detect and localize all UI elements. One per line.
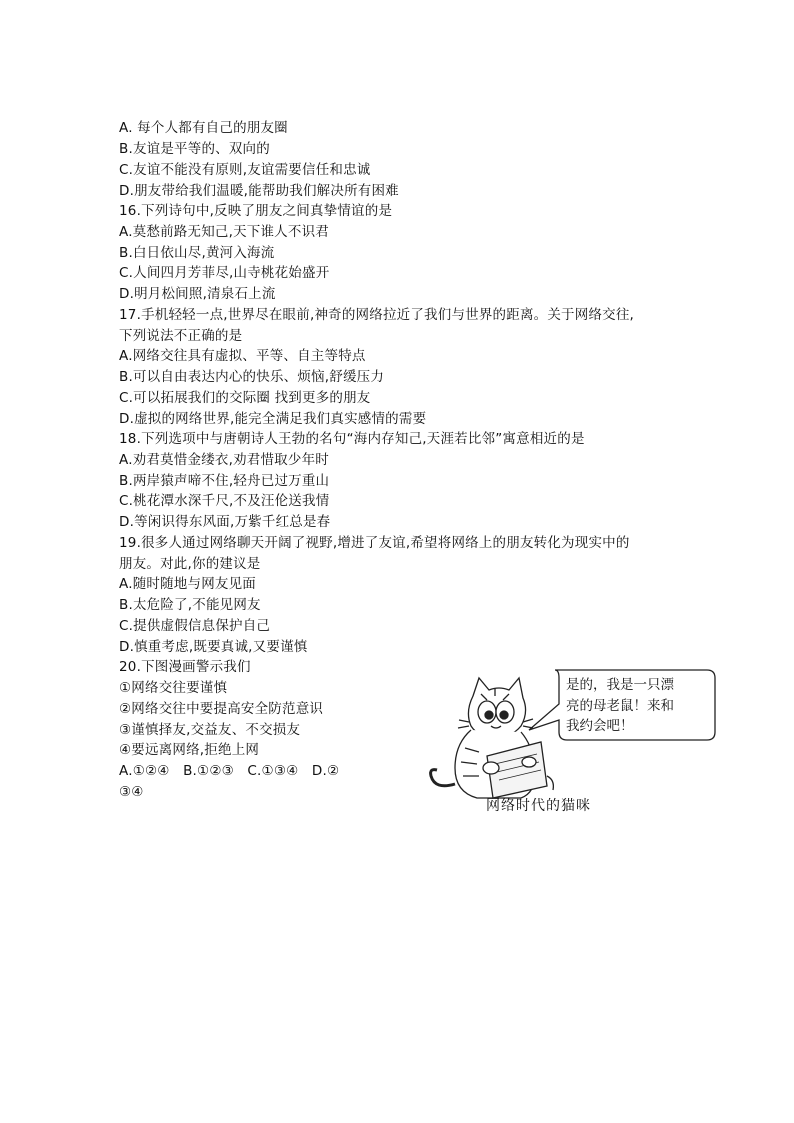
q20-options-continued: ③④ [119, 784, 144, 800]
q17-option-c: C.可以拓展我们的交际圈 找到更多的朋友 [119, 390, 371, 406]
q15-option-b: B.友谊是平等的、双向的 [119, 141, 270, 157]
q16-option-c: C.人间四月芳菲尽,山寺桃花始盛开 [119, 265, 330, 281]
q16-option-a: A.莫愁前路无知己,天下谁人不识君 [119, 224, 329, 240]
q20-statement-4: ④要远离网络,拒绝上网 [119, 742, 260, 758]
q16-stem: 16.下列诗句中,反映了朋友之间真挚情谊的是 [119, 203, 393, 219]
speech-line: 是的，我是一只漂 [566, 677, 674, 693]
speech-bubble-text [566, 675, 674, 737]
q20-statement-2: ②网络交往中要提高安全防范意识 [119, 701, 324, 717]
q17-option-b: B.可以自由表达内心的快乐、烦恼,舒缓压力 [119, 369, 385, 385]
q19-stem-line1: 19.很多人通过网络聊天开阔了视野,增进了友谊,希望将网络上的朋友转化为现实中的 [119, 535, 630, 551]
q18-option-a: A.劝君莫惜金缕衣,劝君惜取少年时 [119, 452, 329, 468]
q17-stem-line2: 下列说法不正确的是 [119, 328, 243, 344]
cartoon-caption: 网络时代的猫咪 [486, 798, 591, 814]
q20-options: A.①②④ B.①②③ C.①③④ D.② [119, 763, 340, 779]
q20-statement-3: ③谨慎择友,交益友、不交损友 [119, 722, 301, 738]
q17-option-d: D.虚拟的网络世界,能完全满足我们真实感情的需要 [119, 411, 427, 427]
speech-line: 亮的母老鼠！来和 [566, 697, 674, 714]
q19-option-c: C.提供虚假信息保护自己 [119, 618, 271, 634]
q18-option-b: B.两岸猿声啼不住,轻舟已过万重山 [119, 473, 330, 489]
q19-option-d: D.慎重考虑,既要真诚,又要谨慎 [119, 639, 308, 655]
q16-option-d: D.明月松间照,清泉石上流 [119, 286, 276, 302]
cat-icon [431, 678, 554, 798]
q19-option-b: B.太危险了,不能见网友 [119, 597, 261, 613]
q18-option-c: C.桃花潭水深千尺,不及汪伦送我情 [119, 493, 330, 509]
q19-stem-line2: 朋友。对此,你的建议是 [119, 556, 261, 572]
q20-statement-1: ①网络交往要谨慎 [119, 680, 228, 696]
q15-option-d: D.朋友带给我们温暖,能帮助我们解决所有困难 [119, 183, 399, 199]
speech-line: 我约会吧！ [566, 718, 634, 734]
q15-option-a: A. 每个人都有自己的朋友圈 [119, 120, 288, 136]
q19-option-a: A.随时随地与网友见面 [119, 576, 256, 592]
q20-stem: 20.下图漫画警示我们 [119, 659, 251, 675]
q17-option-a: A.网络交往具有虚拟、平等、自主等特点 [119, 348, 366, 364]
q18-stem: 18.下列选项中与唐朝诗人王勃的名句“海内存知己,天涯若比邻”寓意相近的是 [119, 431, 585, 447]
q17-stem-line1: 17.手机轻轻一点,世界尽在眼前,神奇的网络拉近了我们与世界的距离。关于网络交往, [119, 307, 635, 323]
q15-option-c: C.友谊不能没有原则,友谊需要信任和忠诚 [119, 162, 371, 178]
q18-option-d: D.等闲识得东风面,万紫千红总是春 [119, 514, 331, 530]
q16-option-b: B.白日依山尽,黄河入海流 [119, 245, 275, 261]
